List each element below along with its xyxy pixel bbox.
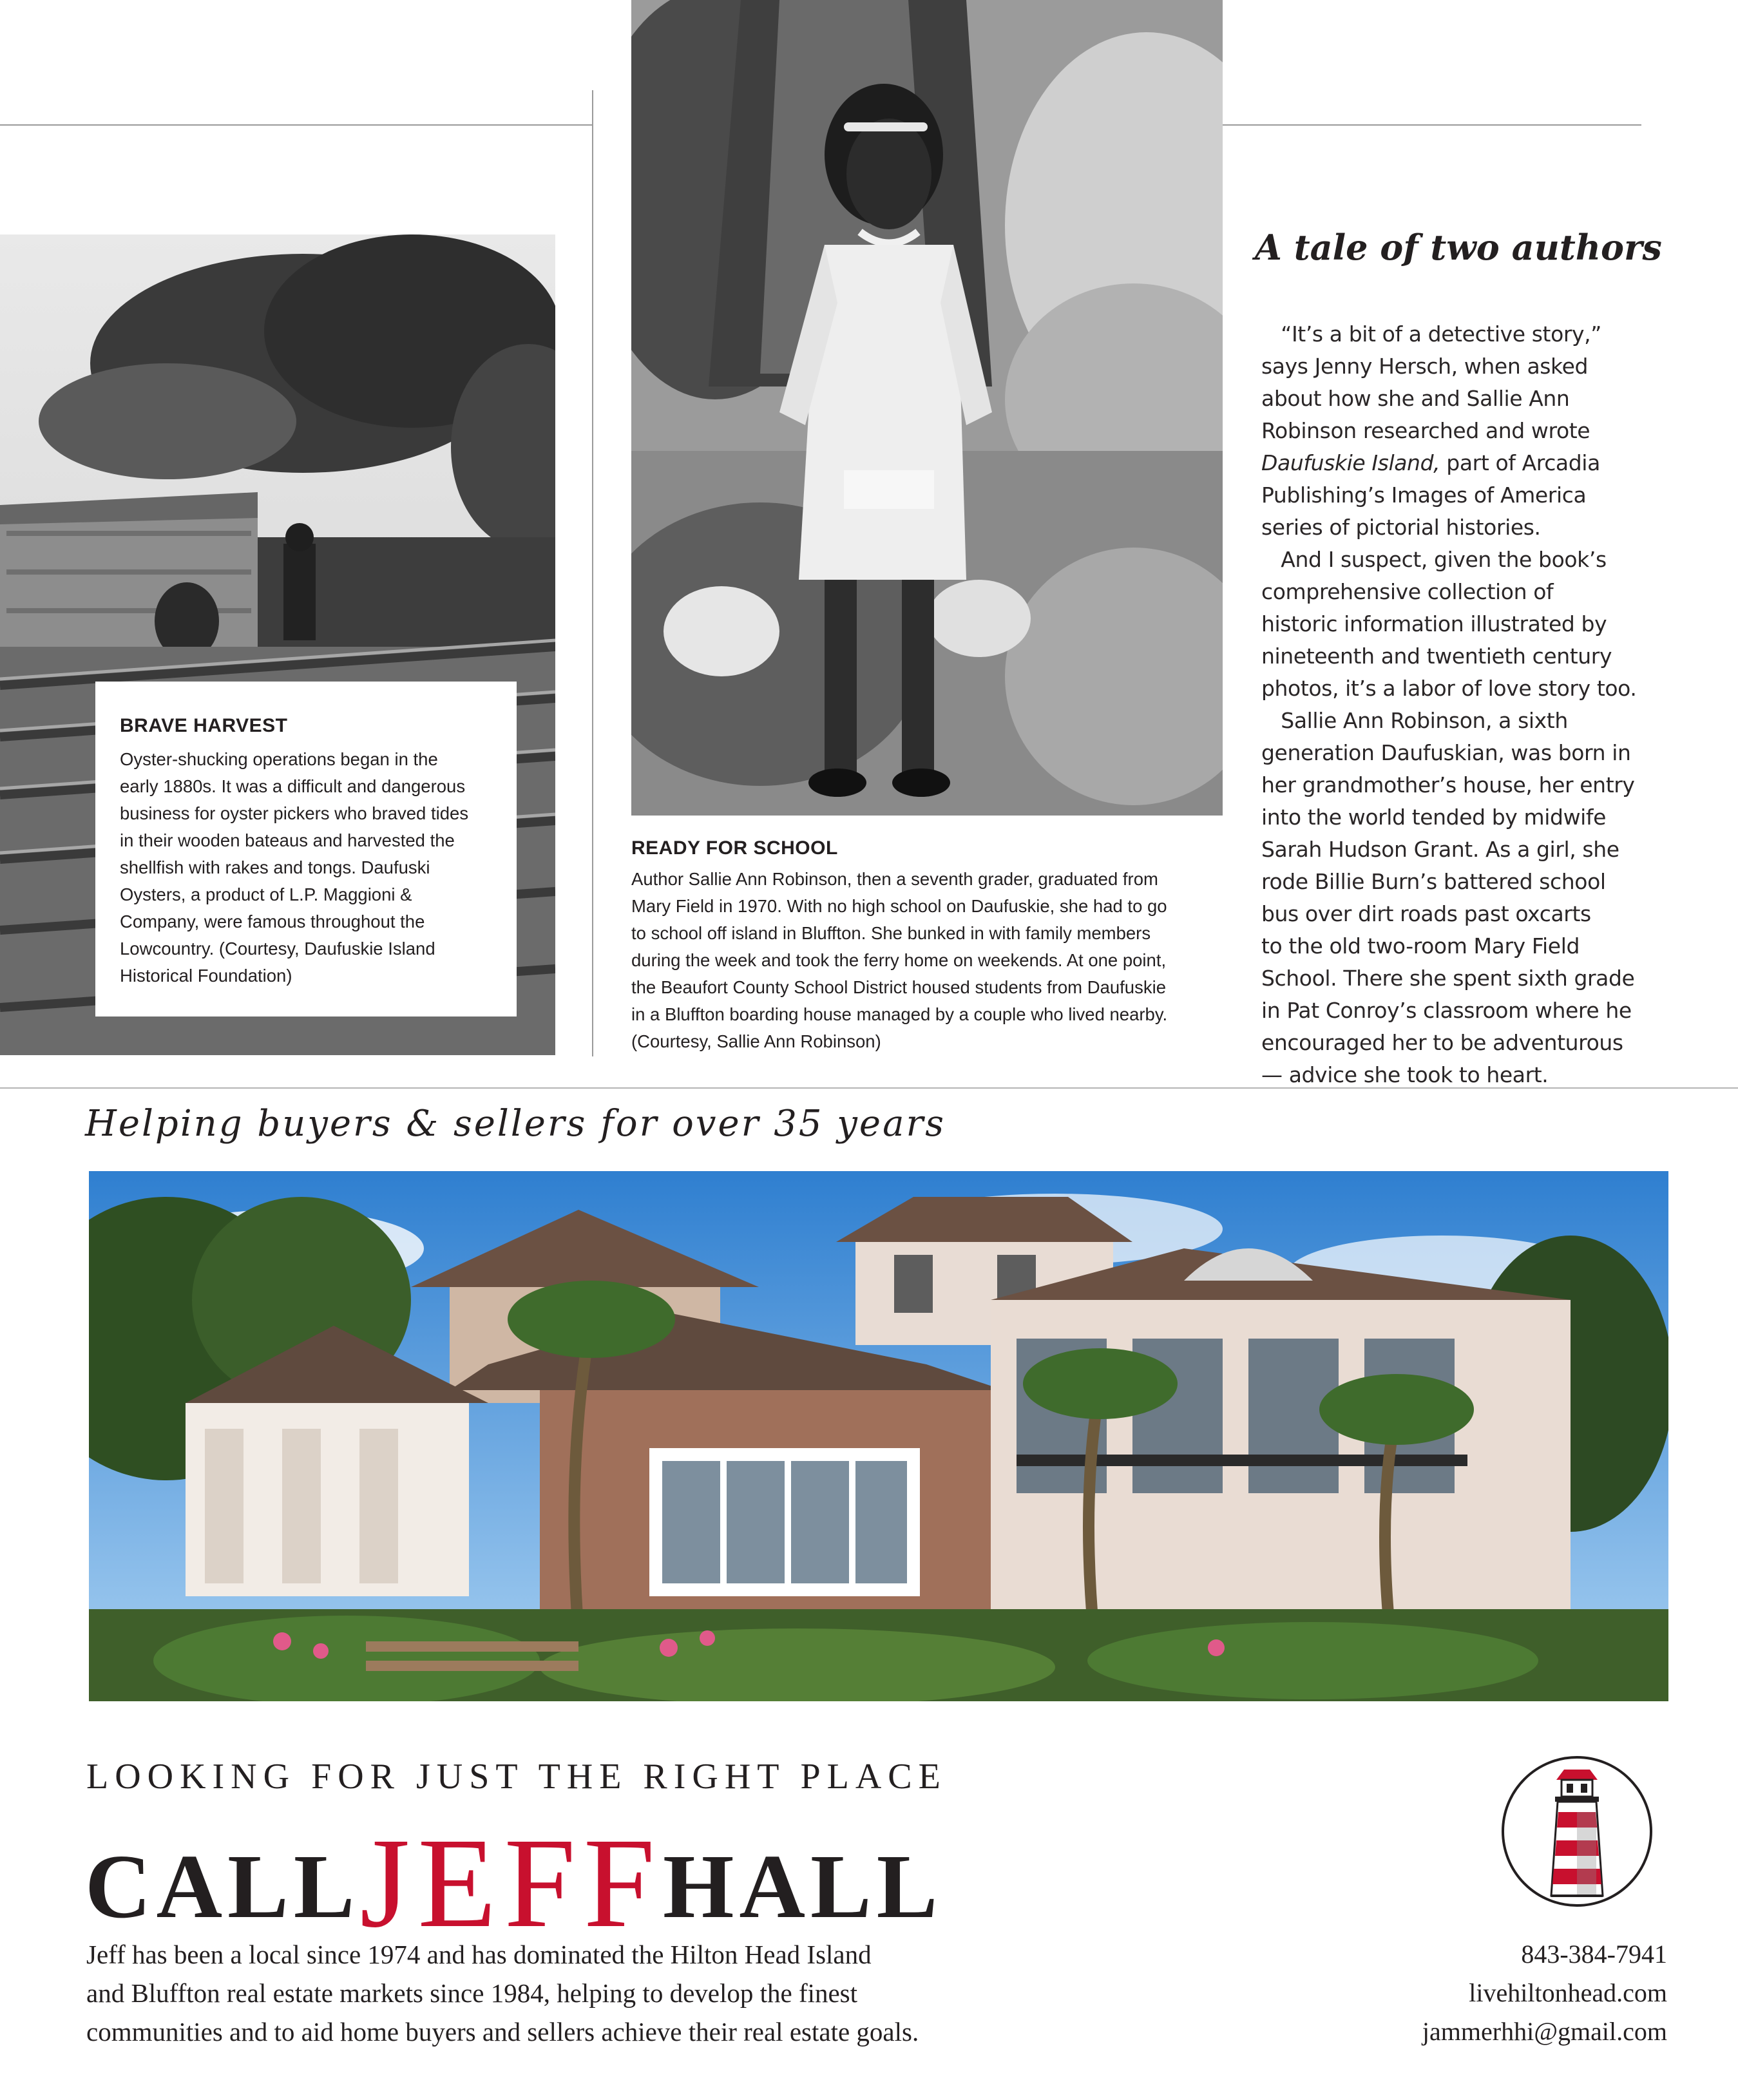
- brave-harvest-title: BRAVE HARVEST: [120, 715, 288, 736]
- ready-for-school-line: Author Sallie Ann Robinson, then a seventh grader, graduated from: [631, 869, 1158, 889]
- ready-for-school-line: (Courtesy, Sallie Ann Robinson): [631, 1031, 881, 1051]
- book-title: Daufuskie Island,: [1261, 450, 1440, 475]
- ad-copy-line: Jeff has been a local since 1974 and has dominated the Hilton Head Island: [86, 1940, 872, 1969]
- ready-for-school-body: [631, 866, 1211, 1055]
- article-headline: A tale of two authors: [1255, 227, 1662, 268]
- ready-for-school-line: in a Bluffton boarding house managed by a couple who lived nearby.: [631, 1004, 1168, 1024]
- article-line: in Pat Conroy’s classroom where he: [1261, 998, 1632, 1023]
- article-line: Sarah Hudson Grant. As a girl, she: [1261, 837, 1619, 862]
- article-line: “It’s a bit of a detective story,”: [1261, 321, 1601, 347]
- clubhouse-building-photo: [89, 1171, 1668, 1701]
- call-jeff-hall: [85, 1810, 943, 1954]
- ready-for-school-line: to school off island in Bluffton. She bunked in with family members: [631, 923, 1151, 943]
- hall-word: HALL: [663, 1835, 943, 1937]
- brave-harvest-line: early 1880s. It was a difficult and dangerous: [120, 776, 466, 796]
- brave-harvest-line: Oyster-shucking operations began in the: [120, 749, 438, 769]
- ad-copy-line: communities and to aid home buyers and sellers achieve their real estate goals.: [86, 2017, 919, 2047]
- article-line: bus over dirt roads past oxcarts: [1261, 901, 1591, 926]
- brave-harvest-line: business for oyster pickers who braved tides: [120, 803, 469, 823]
- top-rule-left: [0, 124, 593, 126]
- ad-headline: LOOKING FOR JUST THE RIGHT PLACE: [86, 1757, 947, 1797]
- lighthouse-logo-icon: [1500, 1754, 1654, 1909]
- brave-harvest-line: Historical Foundation): [120, 966, 292, 986]
- article-line: about how she and Sallie Ann: [1261, 386, 1570, 411]
- article-line: School. There she spent sixth grade: [1261, 966, 1635, 991]
- top-rule-right: [1223, 124, 1641, 126]
- ready-for-school-line: during the week and took the ferry home on weekends. At one point,: [631, 950, 1167, 970]
- article-line: says Jenny Hersch, when asked: [1261, 354, 1589, 379]
- brave-harvest-line: in their wooden bateaus and harvested the: [120, 830, 455, 850]
- article-line: Robinson researched and wrote: [1261, 418, 1590, 443]
- ad-copy: [86, 1935, 919, 2051]
- brave-harvest-line: Company, were famous throughout the: [120, 912, 425, 931]
- article-line: — advice she took to heart.: [1261, 1062, 1549, 1087]
- brave-harvest-caption: [95, 682, 517, 1017]
- article-line: to the old two-room Mary Field: [1261, 933, 1580, 959]
- article-line: photos, it’s a labor of love story too.: [1261, 676, 1637, 701]
- ready-for-school-line: Mary Field in 1970. With no high school on Daufuskie, she had to go: [631, 896, 1167, 916]
- article-line: nineteenth and twentieth century: [1261, 644, 1612, 669]
- phone-number[interactable]: 843-384-7941: [1521, 1940, 1667, 1969]
- ready-for-school-title: READY FOR SCHOOL: [631, 837, 838, 859]
- article-body: [1261, 318, 1712, 1091]
- ad-tagline: Helping buyers & sellers for over 35 years: [85, 1103, 946, 1145]
- article-line: into the world tended by midwife: [1261, 805, 1607, 830]
- article-line-rest: part of Arcadia: [1440, 450, 1600, 475]
- article-line: generation Daufuskian, was born in: [1261, 740, 1631, 765]
- article-line: historic information illustrated by: [1261, 611, 1607, 636]
- email-link[interactable]: jammerhhi@gmail.com: [1422, 2017, 1667, 2046]
- article-line: comprehensive collection of: [1261, 579, 1554, 604]
- article-line: Sallie Ann Robinson, a sixth: [1261, 708, 1568, 733]
- call-word: CALL: [85, 1835, 360, 1937]
- brave-harvest-line: shellfish with rakes and tongs. Daufuski: [120, 857, 430, 877]
- article-line: [1261, 447, 1712, 479]
- article-line: encouraged her to be adventurous: [1261, 1030, 1623, 1055]
- brave-harvest-line: Oysters, a product of L.P. Maggioni &: [120, 884, 412, 904]
- ready-for-school-caption: [631, 837, 1211, 1055]
- girl-school-portrait-photo: [631, 0, 1223, 816]
- brave-harvest-body: [120, 746, 493, 989]
- article-line: And I suspect, given the book’s: [1261, 547, 1607, 572]
- column-divider: [592, 90, 593, 1056]
- website-link[interactable]: livehiltonhead.com: [1469, 1978, 1667, 2007]
- article-line: series of pictorial histories.: [1261, 515, 1541, 540]
- article-line: Publishing’s Images of America: [1261, 482, 1587, 508]
- article-line: rode Billie Burn’s battered school: [1261, 869, 1606, 894]
- ad-copy-line: and Bluffton real estate markets since 1984, helping to develop the finest: [86, 1978, 858, 2008]
- ready-for-school-line: the Beaufort County School District housed students from Daufuskie: [631, 977, 1167, 997]
- jeff-word: JEFF: [359, 1812, 663, 1954]
- contact-info: [1422, 1935, 1667, 2051]
- article-line: her grandmother’s house, her entry: [1261, 772, 1635, 797]
- brave-harvest-line: Lowcountry. (Courtesy, Daufuskie Island: [120, 939, 435, 959]
